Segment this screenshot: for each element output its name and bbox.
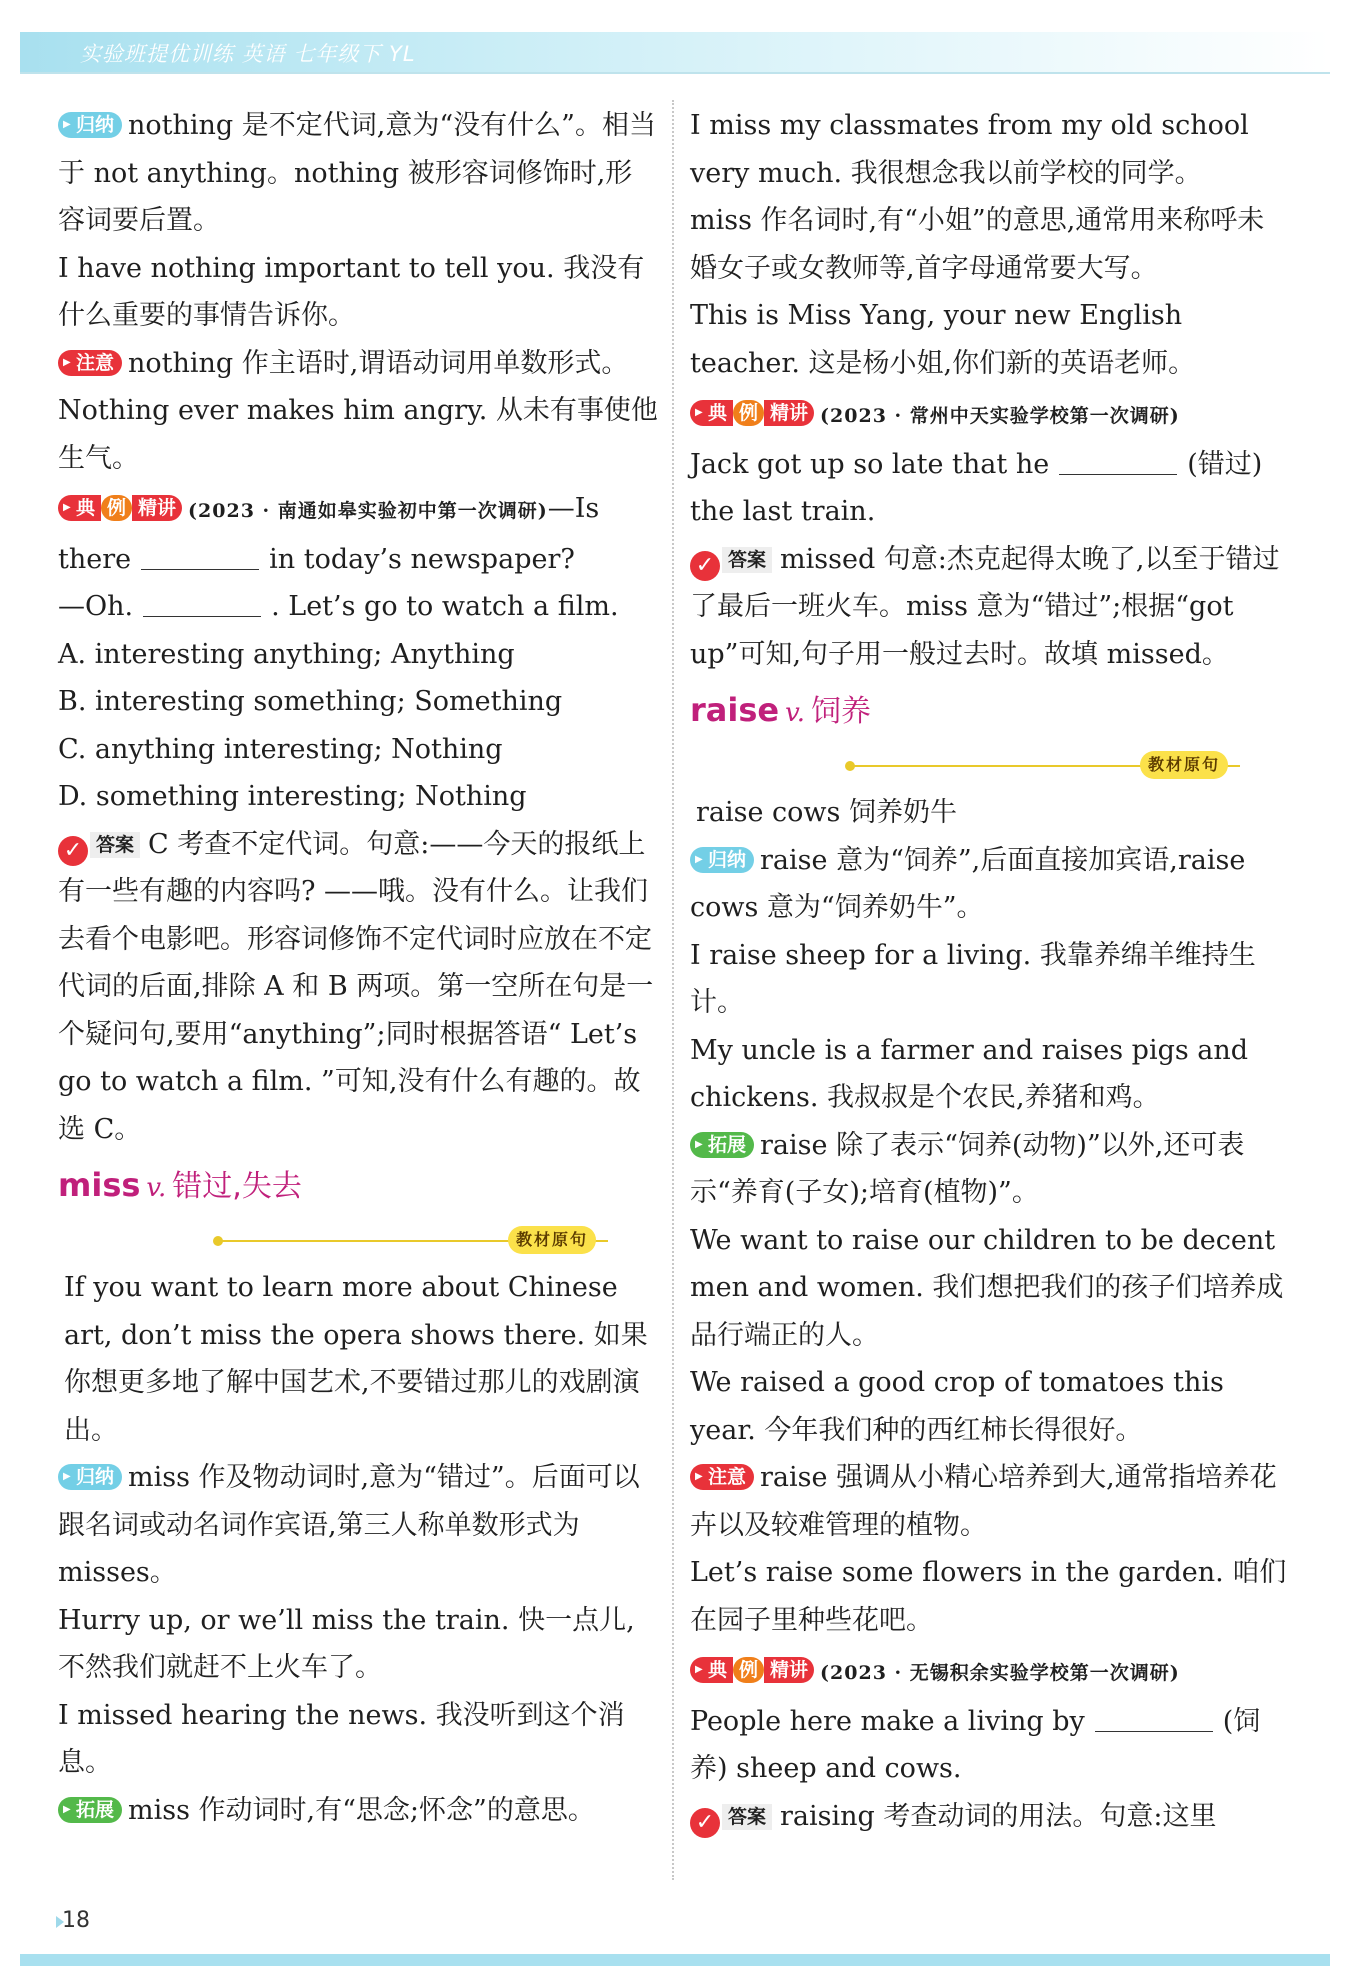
miss-heading: miss v. 错过,失去 <box>58 1166 302 1204</box>
summary-tag: ▶ 归纳 <box>690 847 754 873</box>
footer-band <box>20 1954 1330 1966</box>
miss-example-2: I missed hearing the news. 我没听到这个消息。 <box>58 1699 625 1778</box>
extend-tag: ▶ 拓展 <box>690 1132 754 1158</box>
option-b: B. interesting something; Something <box>58 686 563 717</box>
answer-blank <box>1095 1709 1213 1732</box>
nothing-attention-example: Nothing ever makes him angry. 从未有事使他生气。 <box>58 395 658 474</box>
option-d: D. something interesting; Nothing <box>58 781 527 812</box>
checkmark-icon: ✓ <box>690 551 720 581</box>
checkmark-icon: ✓ <box>690 1808 720 1838</box>
answer-blank <box>1059 452 1177 475</box>
miss-summary: ▶ 归纳 miss 作及物动词时,意为“错过”。后面可以跟名词或动名词作宾语,第三人称单数形式为 misses。 <box>58 1454 658 1597</box>
example-explain-tag: ▶ 典 例 精讲 <box>690 1644 814 1692</box>
column-divider <box>672 100 674 1880</box>
raise-example-4: We raised a good crop of tomatoes this year. 今年我们种的西红柿长得很好。 <box>690 1367 1224 1446</box>
extend-tag: ▶ 拓展 <box>58 1797 122 1823</box>
raise-example-1: I raise sheep for a living. 我靠养绵羊维持生计。 <box>690 939 1256 1018</box>
exam3-header <box>690 1644 1290 1698</box>
miss-example-1: Hurry up, or we’ll miss the train. 快一点儿,不然我们就赶不上火车了。 <box>58 1604 635 1683</box>
textbook-original-divider: 教材原句 <box>58 1218 658 1264</box>
exam3-question: People here make a living by (饲养) sheep and cows. <box>690 1705 1261 1784</box>
checkmark-icon: ✓ <box>58 836 88 866</box>
left-column <box>58 102 658 1834</box>
exam-source: (2023 · 南通如皋实验初中第一次调研) <box>188 500 548 522</box>
exam2-answer: ✓ 答案 missed 句意:杰克起得太晚了,以至于错过了最后一班火车。miss 意为“错过”;根据“got up”可知,句子用一般过去时。故填 missed。 <box>690 543 1280 670</box>
raise-example-5: Let’s raise some flowers in the garden. 咱们在园子里种些花吧。 <box>690 1557 1287 1636</box>
raise-summary: ▶ 归纳 raise 意为“饲养”,后面直接加宾语,raise cows 意为“饲养奶牛”。 <box>690 837 1290 932</box>
attention-tag: ▶ 注意 <box>58 350 122 376</box>
nothing-example: I have nothing important to tell you. 我没有什么重要的事情告诉你。 <box>58 252 645 331</box>
miss-example-4: This is Miss Yang, your new English teacher. 这是杨小姐,你们新的英语老师。 <box>690 300 1196 379</box>
answer-blank <box>141 547 259 570</box>
example-explain-tag: ▶ 典 例 精讲 <box>690 387 814 435</box>
right-column <box>690 102 1290 1840</box>
nothing-summary: ▶ 归纳 nothing 是不定代词,意为“没有什么”。相当于 not anything。nothing 被形容词修饰时,形容词要后置。 <box>58 102 658 245</box>
exam1-line2: there in today’s newspaper? <box>58 543 575 575</box>
exam1-answer: ✓ 答案 C 考查不定代词。句意:——今天的报纸上有一些有趣的内容吗? ——哦。没有什么。让我们去看个电影吧。形容词修饰不定代词时应放在不定代词的后面,排除 A 和 B 两项。第一空所在句是一个疑问句,要用“anything”;同时根据答语“ Let’s go to watch a film. ”可知,没有什么有趣的。故选 C。 <box>58 828 654 1145</box>
raise-example-2: My uncle is a farmer and raises pigs and chickens. 我叔叔是个农民,养猪和鸡。 <box>690 1034 1249 1113</box>
exam1-line3: —Oh. . Let’s go to watch a film. <box>58 591 619 622</box>
summary-tag: ▶ 归纳 <box>58 1464 122 1490</box>
exam3-answer: ✓ 答案 raising 考查动词的用法。句意:这里 <box>690 1793 1290 1841</box>
exam2-question: Jack got up so late that he (错过) the last train. <box>690 448 1263 527</box>
miss-extend: ▶ 拓展 miss 作动词时,有“思念;怀念”的意思。 <box>58 1787 658 1835</box>
raise-heading: raise v. 饲养 <box>690 691 871 729</box>
exam-source: (2023 · 无锡积余实验学校第一次调研) <box>820 1662 1180 1684</box>
raise-example-3: We want to raise our children to be decent men and women. 我们想把我们的孩子们培养成品行端正的人。 <box>690 1224 1284 1351</box>
textbook-original-divider: 教材原句 <box>690 743 1290 789</box>
summary-tag: ▶ 归纳 <box>58 112 122 138</box>
exam2-header <box>690 387 1290 441</box>
exam-source: (2023 · 常州中天实验学校第一次调研) <box>820 405 1180 427</box>
header-title: 实验班提优训练 英语 七年级下 YL <box>80 42 416 66</box>
raise-original-sentence: raise cows 饲养奶牛 <box>696 797 957 828</box>
attention-tag: ▶ 注意 <box>690 1464 754 1490</box>
page-number: 18 <box>62 1908 90 1933</box>
option-c: C. anything interesting; Nothing <box>58 733 503 765</box>
option-a: A. interesting anything; Anything <box>58 638 515 670</box>
miss-noun-note: miss 作名词时,有“小姐”的意思,通常用来称呼未婚女子或女教师等,首字母通常要大写。 <box>690 205 1265 284</box>
header-divider <box>20 72 1330 74</box>
exam1-question: ▶ 典 例 精讲 (2023 · 南通如皋实验初中第一次调研)—Is <box>58 482 658 536</box>
answer-blank <box>143 594 261 617</box>
raise-attention: ▶ 注意 raise 强调从小精心培养到大,通常指培养花卉以及较难管理的植物。 <box>690 1454 1290 1549</box>
nothing-attention: ▶ 注意 nothing 作主语时,谓语动词用单数形式。 <box>58 340 658 388</box>
miss-example-3: I miss my classmates from my old school very much. 我很想念我以前学校的同学。 <box>690 110 1249 189</box>
example-explain-tag: ▶ 典 例 精讲 <box>58 482 182 530</box>
raise-extend: ▶ 拓展 raise 除了表示“饲养(动物)”以外,还可表示“养育(子女);培育(植物)”。 <box>690 1122 1290 1217</box>
miss-original-sentence: If you want to learn more about Chinese art, don’t miss the opera shows there. 如果你想更多地了解中国艺术,不要错过那儿的戏剧演出。 <box>64 1272 648 1446</box>
